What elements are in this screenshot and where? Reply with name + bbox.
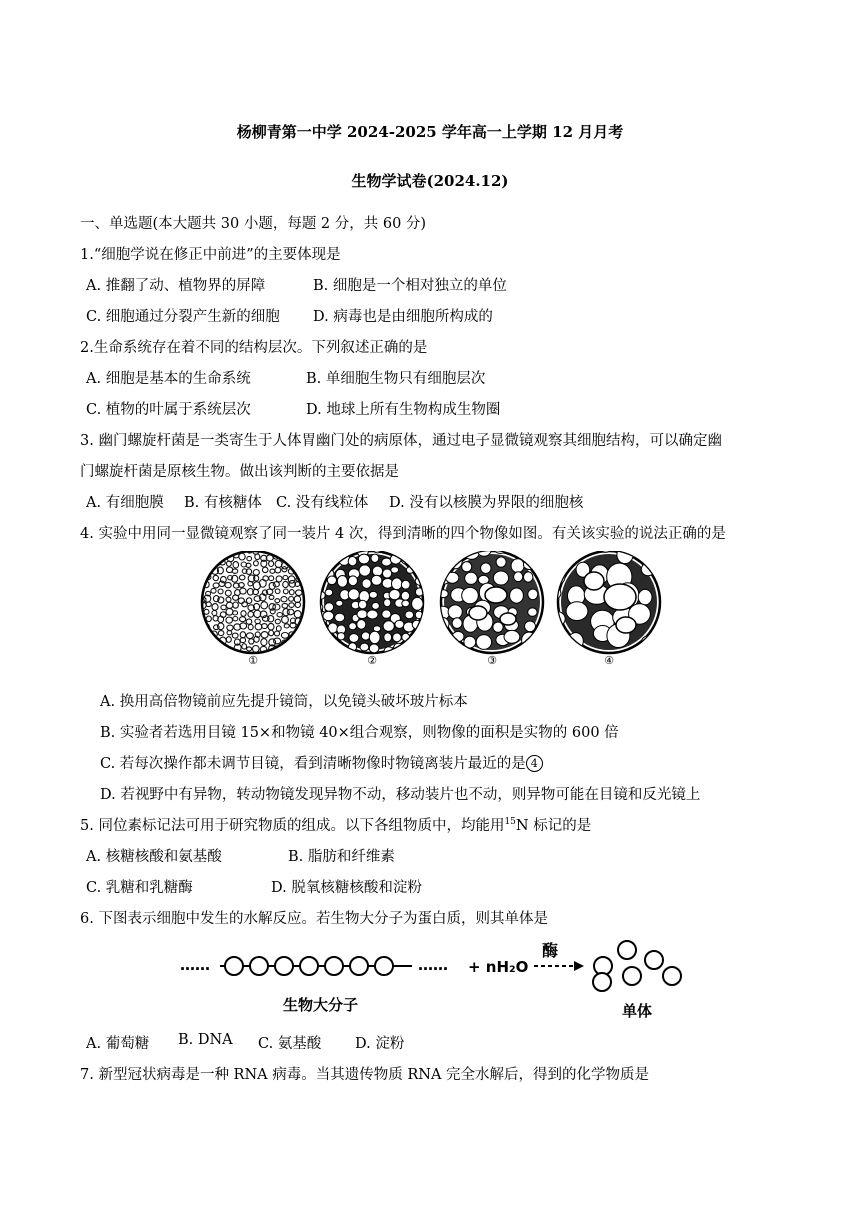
cell-shape (566, 602, 588, 621)
cell-shape (291, 646, 297, 651)
q1-option-d: D. 病毒也是由细胞所构成的 (313, 309, 493, 325)
q2-option-d: D. 地球上所有生物构成生物圈 (306, 402, 501, 418)
q7-stem: 7. 新型冠状病毒是一种 RNA 病毒。当其遗传物质 RNA 完全水解后，得到的化学物质是 (80, 1067, 650, 1083)
microscope-view-2 (313, 551, 426, 667)
cell-shape (500, 613, 516, 625)
cell-shape (314, 644, 322, 651)
q4-option-c-text: C. 若每次操作都未调节目镜，看到清晰物像时物镜离装片最近的是 (100, 756, 526, 772)
cell-shape (274, 551, 280, 554)
q6-option-d: D. 淀粉 (355, 1036, 405, 1052)
cell-shape (361, 632, 370, 640)
q3-option-c: C. 没有线粒体 (276, 495, 369, 511)
cell-shape (405, 611, 414, 619)
cell-shape (448, 605, 462, 619)
macromolecule-label: 生物大分子 (283, 996, 359, 1014)
cell-shape (435, 556, 445, 566)
cell-shape (360, 643, 369, 651)
cell-shape (357, 620, 366, 630)
q2-option-b: B. 单细胞生物只有细胞层次 (306, 371, 486, 387)
section-heading: 一、单选题(本大题共 30 小题，每题 2 分，共 60 分) (80, 216, 427, 232)
cell-shape (317, 623, 325, 630)
view-label-4: ④ (604, 654, 614, 667)
q6-option-b: B. DNA (178, 1032, 233, 1048)
cell-shape (552, 551, 564, 557)
cell-shape (199, 626, 204, 632)
cell-shape (584, 572, 604, 590)
q4-stem: 4. 实验中用同一显微镜观察了同一装片 4 次，得到清晰的四个物像如图。有关该实验的说法正确的是 (80, 526, 726, 542)
cell-shape (205, 555, 211, 561)
cell-shape (327, 576, 336, 585)
bead-icon (350, 957, 368, 975)
cell-shape (395, 620, 404, 628)
q3-option-a: A. 有细胞膜 (86, 495, 164, 511)
cell-shape (207, 639, 212, 644)
cell-shape (296, 632, 302, 637)
cell-shape (338, 551, 349, 553)
cell-shape (348, 576, 357, 586)
cell-shape (523, 560, 535, 570)
cell-shape (323, 611, 334, 620)
cell-shape (324, 556, 335, 566)
cell-shape (514, 572, 523, 582)
bead-icon (250, 957, 268, 975)
cell-shape (358, 554, 369, 564)
cell-shape (197, 566, 204, 573)
cell-shape (389, 589, 400, 599)
cell-shape (337, 576, 347, 588)
cell-shape (316, 553, 327, 564)
q6-option-c: C. 氨基酸 (258, 1036, 322, 1052)
cell-shape (336, 600, 343, 606)
cell-shape (294, 551, 300, 553)
view-label-2: ② (367, 654, 377, 667)
cell-shape (296, 555, 303, 561)
cell-shape (268, 551, 273, 552)
monomer-icon (645, 951, 663, 969)
q5-stem (80, 814, 591, 835)
cell-shape (199, 640, 204, 645)
exam-title: 杨柳青第一中学 2024-2025 学年高一上学期 12 月月考 (236, 123, 624, 141)
cell-shape (396, 551, 404, 555)
cell-shape (371, 575, 382, 585)
circled-number: 4 (526, 755, 543, 772)
cell-shape (401, 591, 409, 600)
cell-shape (340, 646, 349, 655)
cell-shape (372, 566, 382, 576)
cell-shape (450, 551, 467, 557)
q4-option-c (100, 752, 543, 773)
cell-shape (476, 635, 491, 650)
cell-shape (510, 588, 524, 603)
cell-shape (287, 638, 294, 645)
q5-option-d: D. 脱氧核糖核酸和淀粉 (271, 880, 422, 896)
cell-shape (358, 600, 366, 609)
cell-shape (348, 557, 357, 566)
microscope-views-figure (196, 551, 666, 669)
microscope-view-3 (430, 551, 543, 667)
cell-shape (485, 587, 507, 603)
cell-shape (367, 610, 378, 619)
cell-shape (203, 645, 209, 650)
isotope-superscript: 15 (504, 817, 516, 828)
reagent-label: + nH₂O (468, 958, 529, 976)
cell-shape (313, 575, 324, 587)
cell-shape (402, 633, 410, 641)
q1-option-a: A. 推翻了动、植物界的屏障 (86, 278, 266, 294)
cell-shape (369, 644, 379, 653)
cell-shape (296, 643, 302, 650)
bead-icon (275, 957, 293, 975)
cell-shape (362, 579, 371, 589)
cell-shape (282, 551, 289, 553)
cell-shape (430, 629, 446, 645)
cell-shape (604, 584, 636, 610)
q6-option-a: A. 葡萄糖 (86, 1036, 150, 1052)
arrow-head-icon (574, 961, 584, 971)
cell-shape (525, 621, 536, 632)
monomer-icon (593, 973, 611, 991)
q4-option-a: A. 换用高倍物镜前应先提升镜筒，以免镜头破坏玻片标本 (100, 694, 468, 710)
cell-shape (348, 589, 359, 600)
cell-shape (384, 633, 392, 642)
cell-shape (551, 569, 565, 584)
cell-shape (314, 567, 322, 574)
q5-stem-post: N 标记的是 (515, 818, 592, 834)
cell-shape (319, 551, 326, 555)
cell-shape (288, 553, 293, 557)
cell-shape (435, 617, 449, 630)
cell-shape (401, 580, 410, 589)
cell-shape (315, 632, 323, 641)
cell-shape (391, 567, 399, 573)
bead-icon (325, 957, 343, 975)
chain-dots-left: …… (180, 956, 210, 974)
q5-option-a: A. 核糖核酸和氨基酸 (86, 849, 222, 865)
bead-icon (375, 957, 393, 975)
q2-option-a: A. 细胞是基本的生命系统 (86, 371, 251, 387)
cell-shape (524, 572, 533, 582)
q4-option-d: D. 若视野中有异物，转动物镜发现异物不动，移动装片也不动，则异物可能在目镜和反光镜上 (100, 787, 701, 803)
cell-shape (528, 589, 538, 600)
cell-shape (197, 631, 203, 637)
exam-subtitle: 生物学试卷(2024.12) (351, 172, 509, 190)
microscope-view-1 (196, 551, 304, 667)
cell-shape (452, 618, 462, 629)
cell-shape (315, 604, 323, 611)
cell-shape (200, 554, 206, 560)
q5-option-c: C. 乳糖和乳糖酶 (86, 880, 193, 896)
q1-stem: 1.“细胞学说在修正中前进”的主要体现是 (80, 247, 341, 263)
cell-shape (204, 561, 209, 566)
cell-shape (205, 551, 210, 553)
q1-option-c: C. 细胞通过分裂产生新的细胞 (86, 309, 280, 325)
q1-option-b: B. 细胞是一个相对独立的单位 (313, 278, 507, 294)
cell-shape (335, 613, 345, 621)
cell-shape (462, 587, 479, 603)
cell-shape (547, 637, 561, 649)
q2-stem: 2.生命系统存在着不同的结构层次。下列叙述正确的是 (80, 340, 428, 356)
q3-stem-line1: 3. 幽门螺旋杆菌是一类寄生于人体胃幽门处的病原体，通过电子显微镜观察其细胞结构，可以确定幽 (80, 433, 722, 449)
cell-shape (197, 645, 202, 650)
cell-shape (616, 617, 636, 633)
cell-shape (638, 589, 652, 604)
microscope-view-4 (546, 551, 660, 667)
cell-shape (507, 551, 519, 553)
cell-shape (493, 571, 508, 585)
cell-shape (392, 578, 403, 590)
cell-shape (213, 551, 218, 553)
cell-shape (413, 633, 423, 643)
cell-shape (469, 606, 487, 620)
cell-shape (371, 554, 379, 562)
cell-shape (295, 640, 300, 646)
cell-shape (325, 589, 333, 596)
cell-shape (642, 636, 656, 649)
monomer-label: 单体 (622, 1002, 653, 1020)
monomer-icon (623, 967, 641, 985)
cell-shape (496, 557, 506, 567)
cell-shape (349, 623, 357, 630)
cell-shape (403, 551, 414, 555)
cell-shape (227, 551, 233, 552)
cell-shape (384, 599, 391, 607)
cell-shape (402, 600, 410, 607)
monomer-icon (663, 967, 681, 985)
cell-shape (412, 597, 423, 610)
cell-shape (446, 572, 459, 583)
cell-shape (325, 603, 334, 611)
cell-shape (414, 551, 425, 554)
cell-shape (372, 602, 380, 609)
cell-shape (357, 610, 368, 619)
cell-shape (393, 633, 402, 642)
cell-shape (296, 562, 302, 569)
q5-option-b: B. 脂肪和纤维素 (288, 849, 395, 865)
q4-option-b: B. 实验者若选用目镜 15×和物镜 40×组合观察，则物像的面积是实物的 600 倍 (100, 725, 619, 741)
cell-shape (348, 551, 355, 552)
cell-shape (528, 608, 537, 616)
cell-shape (296, 568, 302, 573)
cell-shape (369, 631, 380, 643)
cell-shape (325, 551, 332, 554)
cell-shape (462, 562, 472, 572)
q2-option-c: C. 植物的叶属于系统层次 (86, 402, 251, 418)
cell-shape (383, 621, 394, 632)
cell-shape (465, 572, 478, 584)
cell-shape (199, 551, 204, 552)
hydrolysis-diagram (176, 936, 696, 1024)
q3-option-b: B. 有核糖体 (184, 495, 262, 511)
cell-shape (432, 551, 442, 558)
cell-shape (481, 563, 491, 574)
cell-shape (359, 565, 371, 576)
cell-shape (415, 644, 424, 652)
q3-option-d: D. 没有以核膜为界限的细胞核 (389, 495, 584, 511)
cell-shape (198, 560, 203, 565)
cell-shape (401, 644, 410, 653)
view-label-3: ③ (487, 654, 497, 667)
enzyme-label: 酶 (542, 941, 559, 960)
cell-shape (504, 630, 520, 643)
cell-shape (196, 576, 203, 582)
cell-shape (281, 645, 287, 651)
cell-shape (522, 632, 537, 648)
cell-shape (211, 553, 218, 559)
monomer-icon (618, 941, 636, 959)
view-label-1: ① (248, 654, 258, 667)
cell-shape (213, 644, 219, 650)
q5-stem-pre: 5. 同位素标记法可用于研究物质的组成。以下各组物质中，均能用 (80, 818, 505, 834)
cell-shape (328, 646, 339, 655)
cell-shape (198, 617, 204, 622)
cell-shape (349, 634, 359, 643)
bead-icon (300, 957, 318, 975)
bead-icon (225, 957, 243, 975)
cell-shape (337, 633, 345, 640)
q3-stem-line2: 门螺旋杆菌是原核生物。做出该判断的主要依据是 (80, 464, 399, 480)
cell-shape (369, 591, 377, 598)
q6-stem: 6. 下图表示细胞中发生的水解反应。若生物大分子为蛋白质，则其单体是 (80, 911, 548, 927)
chain-dots-right: …… (418, 956, 448, 974)
cell-shape (418, 557, 425, 563)
cell-shape (382, 610, 391, 618)
